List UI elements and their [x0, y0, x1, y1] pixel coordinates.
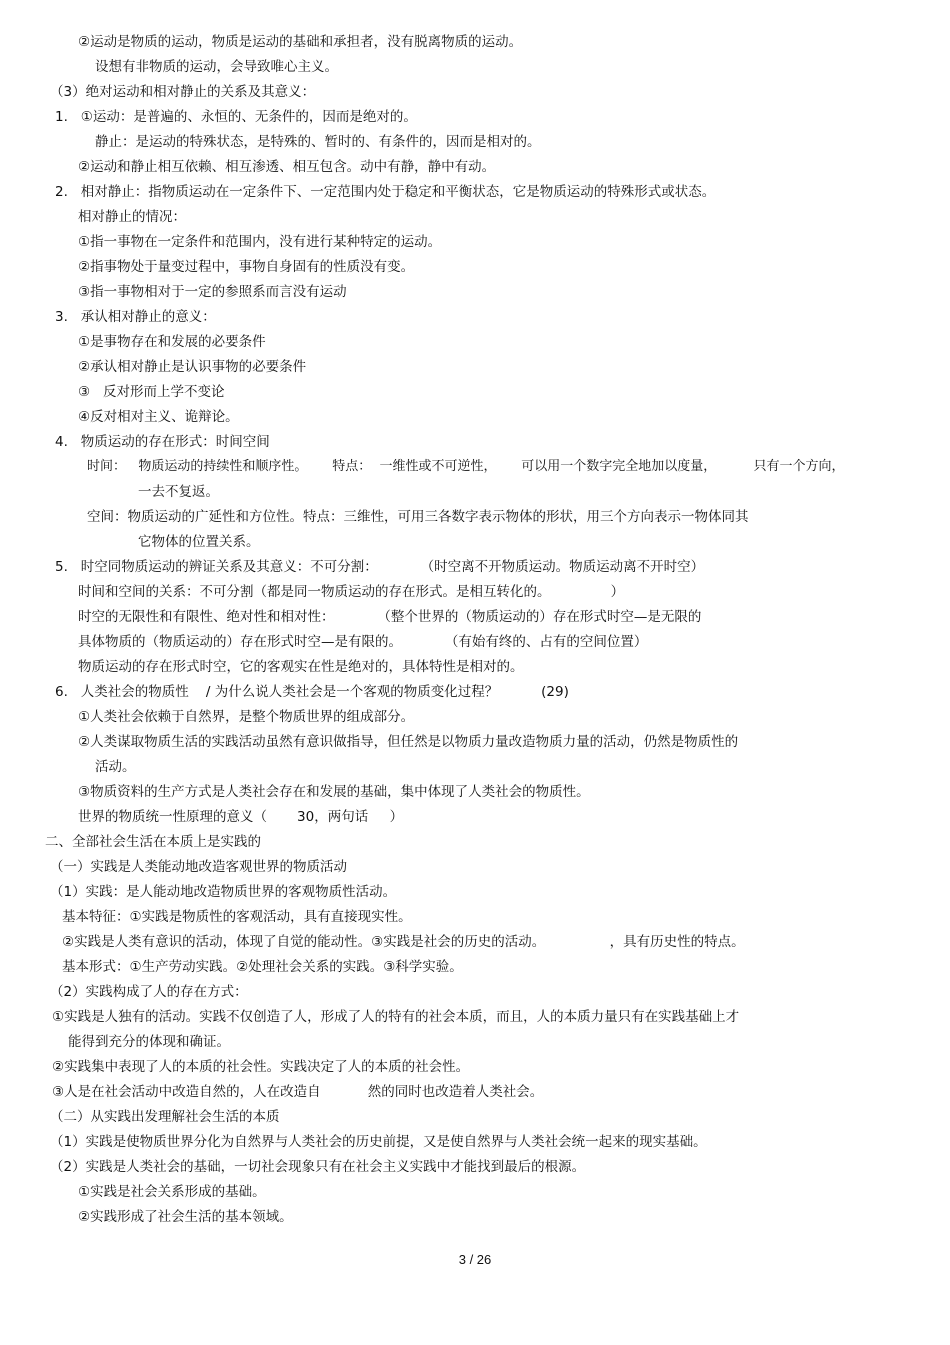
text-line: 2. 相对静止：指物质运动在一定条件下、一定范围内处于稳定和平衡状态，它是物质运动的特殊形式或状态。: [55, 184, 716, 200]
text-line: （2）实践构成了人的存在方式：: [50, 984, 248, 1000]
text-line: 时空的无限性和有限性、绝对性和相对性： （整个世界的（物质运动的）存在形式时空—是无限的: [78, 609, 702, 625]
text-line: 1. ①运动：是普遍的、永恒的、无条件的，因而是绝对的。: [55, 109, 417, 125]
text-line: 基本特征：①实践是物质性的客观活动，具有直接现实性。: [62, 909, 412, 925]
text-line: ②指事物处于量变过程中，事物自身固有的性质没有变。: [78, 259, 415, 275]
text-line: 活动。: [95, 759, 136, 775]
text-line: ①是事物存在和发展的必要条件: [78, 334, 266, 350]
section-heading: 二、全部社会生活在本质上是实践的: [45, 834, 261, 850]
text-line: ③物质资料的生产方式是人类社会存在和发展的基础，集中体现了人类社会的物质性。: [78, 784, 590, 800]
text-line: （1）实践：是人能动地改造物质世界的客观物质性活动。: [50, 884, 397, 900]
text-line: ③ 反对形而上学不变论: [78, 384, 225, 400]
page-number: 3 / 26: [458, 1252, 492, 1267]
text-line: ③人是在社会活动中改造自然的，人在改造自 然的同时也改造着人类社会。: [52, 1084, 544, 1100]
text-line: 相对静止的情况：: [78, 209, 186, 225]
text-line: ③指一事物相对于一定的参照系而言没有运动: [78, 284, 347, 300]
text-line: 时间和空间的关系：不可分割（都是同一物质运动的存在形式。是相互转化的。 ）: [78, 584, 625, 600]
text-line: ①实践是人独有的活动。实践不仅创造了人，形成了人的特有的社会本质，而且，人的本质力量只有在实践基础上才: [52, 1009, 740, 1025]
text-line: 时间： 物质运动的持续性和顺序性。 特点： 一维性或不可逆性， 可以用一个数字完全地加以度量， 只有一个方向，: [87, 459, 845, 474]
text-line: ④反对相对主义、诡辩论。: [78, 409, 239, 425]
text-line: ②实践形成了社会生活的基本领域。: [78, 1209, 293, 1225]
text-line: ②运动是物质的运动，物质是运动的基础和承担者，没有脱离物质的运动。: [78, 34, 523, 50]
text-line: ①实践是社会关系形成的基础。: [78, 1184, 266, 1200]
text-line: 一去不复返。: [138, 484, 219, 500]
text-line: （2）实践是人类社会的基础，一切社会现象只有在社会主义实践中才能找到最后的根源。: [50, 1159, 586, 1175]
text-line: 静止：是运动的特殊状态，是特殊的、暂时的、有条件的，因而是相对的。: [95, 134, 541, 150]
text-line: ①人类社会依赖于自然界，是整个物质世界的组成部分。: [78, 709, 415, 725]
section-heading: （一）实践是人类能动地改造客观世界的物质活动: [50, 859, 347, 875]
section-heading: （二）从实践出发理解社会生活的本质: [50, 1109, 280, 1125]
text-line: 基本形式：①生产劳动实践。②处理社会关系的实践。③科学实验。: [62, 959, 463, 975]
text-line: 世界的物质统一性原理的意义（ 30，两句话 ）: [78, 809, 404, 825]
text-line: 设想有非物质的运动，会导致唯心主义。: [95, 59, 338, 75]
text-line: 空间：物质运动的广延性和方位性。特点：三维性，可用三各数字表示物体的形状，用三个方向表示一物体同其: [87, 509, 749, 525]
text-line: 能得到充分的体现和确证。: [68, 1034, 230, 1050]
text-line: （1）实践是使物质世界分化为自然界与人类社会的历史前提，又是使自然界与人类社会统一起来的现实基础。: [50, 1134, 707, 1150]
text-line: 4. 物质运动的存在形式：时间空间: [55, 434, 270, 450]
text-line: 物质运动的存在形式时空，它的客观实在性是绝对的，具体特性是相对的。: [78, 659, 524, 675]
text-line: 它物体的位置关系。: [138, 534, 260, 550]
text-line: ①指一事物在一定条件和范围内，没有进行某种特定的运动。: [78, 234, 442, 250]
text-line: ②人类谋取物质生活的实践活动虽然有意识做指导，但任然是以物质力量改造物质力量的活动，仍然是物质性的: [78, 734, 739, 750]
section-heading: （3）绝对运动和相对静止的关系及其意义：: [50, 84, 316, 100]
text-line: ②承认相对静止是认识事物的必要条件: [78, 359, 307, 375]
text-line: 6. 人类社会的物质性 / 为什么说人类社会是一个客观的物质变化过程？ (29): [55, 684, 569, 700]
text-line: ②运动和静止相互依赖、相互渗透、相互包含。动中有静，静中有动。: [78, 159, 496, 175]
text-line: 具体物质的（物质运动的）存在形式时空—是有限的。 （有始有终的、占有的空间位置）: [78, 634, 648, 650]
text-line: 3. 承认相对静止的意义：: [55, 309, 216, 325]
text-line: 5. 时空同物质运动的辨证关系及其意义：不可分割： （时空离不开物质运动。物质运动离不开时空）: [55, 559, 705, 575]
text-line: ②实践是人类有意识的活动，体现了自觉的能动性。③实践是社会的历史的活动。 ，具有历史性的特点。: [62, 934, 745, 950]
text-line: ②实践集中表现了人的本质的社会性。实践决定了人的本质的社会性。: [52, 1059, 470, 1075]
